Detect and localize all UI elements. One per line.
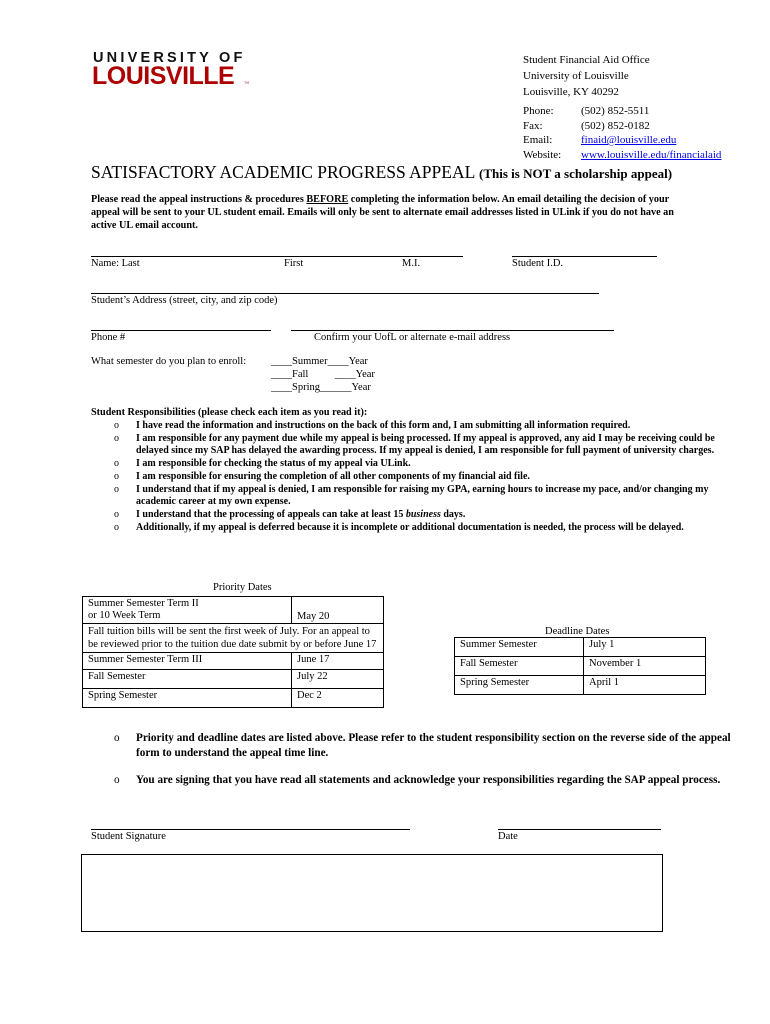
fax-value: (502) 852-0182 [581,119,650,132]
phone-value: (502) 852-5511 [581,105,650,117]
note-text: You are signing that you have read all statements and acknowledge your responsibilities regarding the SAP appeal process. [136,774,721,786]
table-cell: May 20 [292,597,384,624]
note-bullet: o [114,732,120,744]
responsibility-text: I understand that if my appeal is denied, I am responsible for raising my GPA, earning hours to increase my pace, and/or changing my academic career at my own expense. [136,483,709,508]
signature-line[interactable] [91,829,410,830]
table-cell: July 1 [584,638,706,657]
checkbox-bullet[interactable]: o [114,483,119,495]
student-id-line[interactable] [512,256,657,257]
instructions-part2: completing the information below. An email detailing the decision of your appeal will be sent to your UL student email. Emails will only be sent to alternate email addresses listed in ULink if you do not have an active UL email account. [91,194,674,231]
deadline-dates-table [454,637,706,695]
semester-question: What semester do you plan to enroll: [91,356,247,367]
form-title [91,162,672,183]
table-cell: June 17 [292,653,384,670]
table-row [83,597,384,624]
signature-label: Student Signature [91,831,166,842]
responsibility-text: I am responsible for any payment due while my appeal is being processed. If my appeal is approved, any aid I may be receiving could be delayed since my SAP has delayed the awarding process. If my appeal is denied, I am responsible for full payment of university charges. [136,432,715,457]
email-link[interactable]: finaid@louisville.edu [581,134,677,146]
logo-university-of: UNIVERSITY OF [93,50,246,66]
checkbox-bullet[interactable]: o [114,432,119,444]
instructions-before: BEFORE [306,194,349,205]
checkbox-bullet[interactable]: o [114,470,119,482]
checkbox-bullet[interactable]: o [114,458,119,470]
responsibility-item[interactable] [91,420,731,433]
responsibilities-list [91,420,731,534]
table-cell: Fall Semester [83,670,292,689]
table-cell: Spring Semester [455,676,584,695]
address-line[interactable] [91,293,599,294]
table-cell: Fall tuition bills will be sent the first week of July. For an appeal to be reviewed prior to the tuition due date submit by or before June 17 [83,624,384,653]
responsibility-text: I am responsible for checking the status of my appeal via ULink. [136,458,411,470]
office-use-box [81,854,663,932]
email-label: Email: [523,134,553,146]
responsibility-item[interactable] [91,484,731,509]
note-bullet: o [114,774,120,786]
contact-block [523,104,733,164]
address-label: Student’s Address (street, city, and zip code) [91,295,278,306]
website-label: Website: [523,148,562,161]
table-cell: Summer Semester Term III [83,653,292,670]
responsibility-text: I understand that the processing of appeals can take at least 15 [136,508,406,520]
instructions [91,193,691,232]
table-row [455,676,706,695]
email-confirm-label: Confirm your UofL or alternate e-mail address [314,332,511,343]
checkbox-bullet[interactable]: o [114,508,119,520]
name-mi-label: M.I. [402,258,421,269]
table-cell: July 22 [292,670,384,689]
note-text: Priority and deadline dates are listed above. Please refer to the student responsibility section on the reverse side of the appeal form to understand the appeal time line. [136,732,731,759]
date-line[interactable] [498,829,661,830]
note-signing [114,773,736,788]
name-line[interactable] [91,256,463,257]
email-line[interactable] [291,330,614,331]
office-university: University of Louisville [523,70,629,82]
deadline-dates-caption: Deadline Dates [545,626,610,637]
website-link[interactable]: www.louisville.edu/financialaid [581,148,722,161]
responsibility-text: Additionally, if my appeal is deferred because it is incomplete or additional documentation is needed, the process will be delayed. [136,521,684,533]
table-cell: April 1 [584,676,706,695]
table-row [83,670,384,689]
office-name: Student Financial Aid Office [523,54,650,66]
name-last-label: Name: Last [91,258,140,269]
semester-fall-option[interactable]: ____Fall ____Year [271,369,375,380]
priority-dates-caption: Priority Dates [213,582,272,593]
responsibility-item[interactable] [91,522,731,535]
phone-label: Phone: [523,105,554,117]
table-cell: Summer Semester [455,638,584,657]
table-row [83,653,384,670]
title-main: SATISFACTORY ACADEMIC PROGRESS APPEAL [91,162,475,182]
phone-line[interactable] [91,330,271,331]
date-label: Date [498,831,518,842]
priority-label: Summer Semester Term II [88,598,199,609]
responsibility-text: I have read the information and instructions on the back of this form and, I am submitting all information required. [136,420,631,431]
checkbox-bullet[interactable]: o [114,420,119,431]
note-priority [114,731,736,761]
table-cell: Fall Semester [455,657,584,676]
responsibility-item[interactable] [91,471,731,484]
responsibility-item[interactable] [91,433,731,458]
responsibility-text: I am responsible for ensuring the completion of all other components of my financial aid file. [136,470,530,482]
fax-label: Fax: [523,119,543,132]
table-row [455,638,706,657]
priority-label-cont: or 10 Week Term [88,610,161,621]
table-cell: Dec 2 [292,689,384,708]
table-row [455,657,706,676]
table-cell [83,597,292,624]
responsibility-text-end: days. [440,508,466,520]
table-cell: November 1 [584,657,706,676]
table-cell: Spring Semester [83,689,292,708]
office-address [523,52,650,100]
responsibility-item[interactable] [91,458,731,471]
logo-trademark: ™ [244,82,249,87]
student-id-label: Student I.D. [512,258,564,269]
office-city: Louisville, KY 40292 [523,86,619,98]
priority-dates-table [82,596,384,708]
title-note: (This is NOT a scholarship appeal) [479,166,673,181]
checkbox-bullet[interactable]: o [114,521,119,533]
responsibility-item[interactable] [91,509,731,522]
instructions-part1: Please read the appeal instructions & procedures [91,194,307,205]
semester-summer-option[interactable]: ____Summer____Year [271,356,368,367]
table-row [83,689,384,708]
semester-spring-option[interactable]: ____Spring______Year [271,382,371,393]
name-first-label: First [284,258,304,269]
phone-field-label: Phone # [91,332,126,343]
responsibilities-heading: Student Responsibilities (please check each item as you read it): [91,407,368,418]
table-row [83,624,384,653]
business-emphasis: business [405,508,441,520]
logo-louisville: LOUISVILLE [92,62,235,90]
